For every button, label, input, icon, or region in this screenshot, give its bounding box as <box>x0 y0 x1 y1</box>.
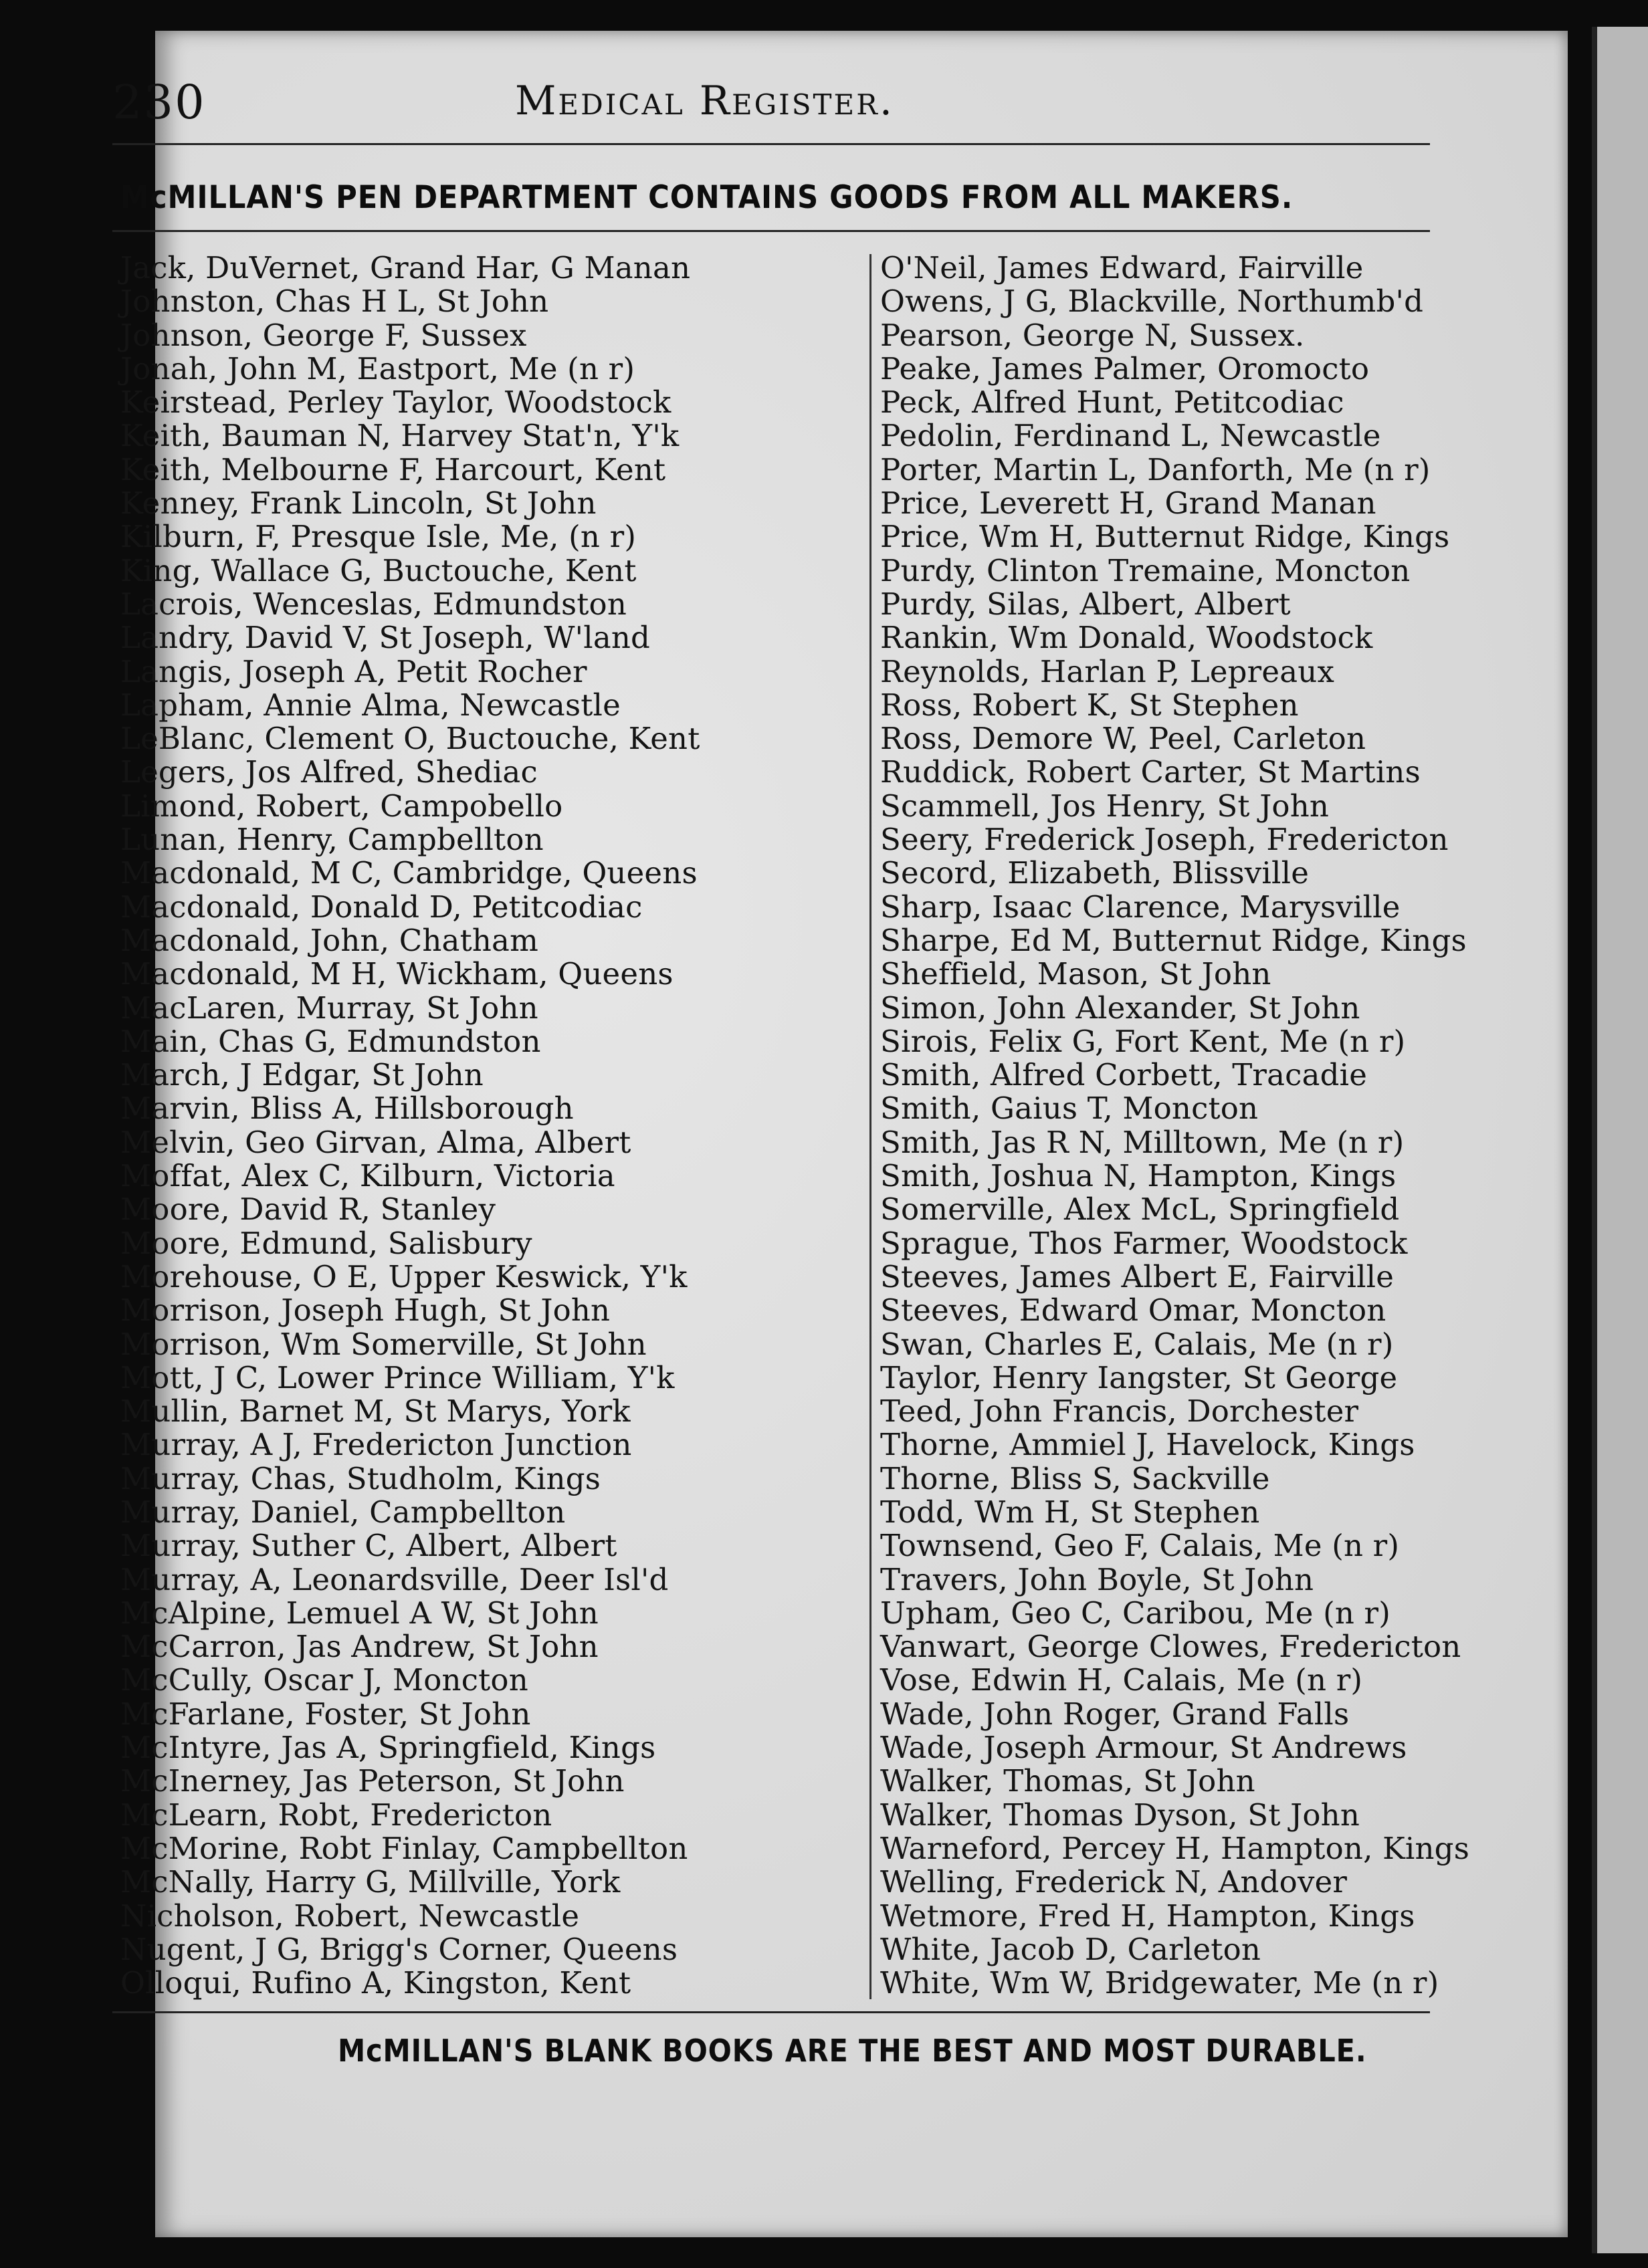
register-entry: Moore, Edmund, Salisbury <box>120 1225 532 1261</box>
register-entry: Macdonald, Donald D, Petitcodiac <box>120 889 643 925</box>
register-entry: Pedolin, Ferdinand L, Newcastle <box>880 418 1381 454</box>
register-entry: Todd, Wm H, St Stephen <box>880 1494 1260 1530</box>
register-entry: Mott, J C, Lower Prince William, Y'k <box>120 1359 675 1395</box>
register-entry: Keirstead, Perley Taylor, Woodstock <box>120 384 672 421</box>
register-entry: Johnston, Chas H L, St John <box>120 284 549 320</box>
register-entry: Kenney, Frank Lincoln, St John <box>120 485 597 522</box>
facing-page-edge <box>1592 27 1648 2253</box>
column-divider <box>869 254 871 1999</box>
bottom-advertisement: McMILLAN'S BLANK BOOKS ARE THE BEST AND MOST DURABLE. <box>338 2033 1367 2069</box>
register-entry: March, J Edgar, St John <box>120 1057 484 1093</box>
register-entry: Wade, Joseph Armour, St Andrews <box>880 1730 1407 1766</box>
register-entry: Johnson, George F, Sussex <box>120 317 527 353</box>
register-entry: Morehouse, O E, Upper Keswick, Y'k <box>120 1258 688 1294</box>
register-entry: Ruddick, Robert Carter, St Martins <box>880 754 1421 790</box>
register-entry: Landry, David V, St Joseph, W'land <box>120 620 651 656</box>
register-entry: Price, Leverett H, Grand Manan <box>880 485 1376 522</box>
register-entry: Peck, Alfred Hunt, Petitcodiac <box>880 384 1344 421</box>
register-entry: Limond, Robert, Campobello <box>120 788 563 824</box>
register-entry: Thorne, Bliss S, Sackville <box>880 1460 1270 1496</box>
register-entry: Walker, Thomas, St John <box>880 1763 1255 1799</box>
register-entry: Smith, Alfred Corbett, Tracadie <box>880 1057 1368 1093</box>
register-entry: Price, Wm H, Butternut Ridge, Kings <box>880 519 1450 555</box>
register-entry: Peake, James Palmer, Oromocto <box>880 350 1370 386</box>
register-entry: Travers, John Boyle, St John <box>880 1561 1314 1597</box>
footer-rule <box>112 2011 1430 2013</box>
register-entry: Wetmore, Fred H, Hampton, Kings <box>880 1898 1415 1934</box>
register-entry: Walker, Thomas Dyson, St John <box>880 1797 1360 1833</box>
register-entry: Owens, J G, Blackville, Northumb'd <box>880 284 1424 320</box>
register-entry: McInerney, Jas Peterson, St John <box>120 1763 625 1799</box>
register-entry: Steeves, James Albert E, Fairville <box>880 1258 1395 1294</box>
register-entry: Vose, Edwin H, Calais, Me (n r) <box>880 1662 1363 1698</box>
advertisement-rule <box>112 230 1430 232</box>
register-entry: Lacrois, Wenceslas, Edmundston <box>120 586 627 622</box>
register-entry: McCarron, Jas Andrew, St John <box>120 1629 599 1665</box>
register-entry: Vanwart, George Clowes, Fredericton <box>880 1629 1461 1665</box>
register-entry: Kilburn, F, Presque Isle, Me, (n r) <box>120 519 637 555</box>
register-entry: Moffat, Alex C, Kilburn, Victoria <box>120 1158 615 1194</box>
register-entry: Pearson, George N, Sussex. <box>880 317 1305 353</box>
register-entry: Scammell, Jos Henry, St John <box>880 788 1330 824</box>
register-entry: Sirois, Felix G, Fort Kent, Me (n r) <box>880 1023 1406 1059</box>
register-entry: Melvin, Geo Girvan, Alma, Albert <box>120 1124 631 1160</box>
register-entry: McAlpine, Lemuel A W, St John <box>120 1595 599 1631</box>
header-rule <box>112 143 1430 145</box>
register-entry: Lunan, Henry, Campbellton <box>120 822 544 858</box>
register-entry: Morrison, Wm Somerville, St John <box>120 1326 647 1362</box>
register-entry: Keith, Bauman N, Harvey Stat'n, Y'k <box>120 418 680 454</box>
register-entry: Somerville, Alex McL, Springfield <box>880 1192 1400 1228</box>
register-entry: McCully, Oscar J, Moncton <box>120 1662 528 1698</box>
register-entry: Warneford, Percey H, Hampton, Kings <box>880 1830 1469 1866</box>
register-entry: Upham, Geo C, Caribou, Me (n r) <box>880 1595 1391 1631</box>
register-entry: Keith, Melbourne F, Harcourt, Kent <box>120 451 666 487</box>
register-entry: Seery, Frederick Joseph, Fredericton <box>880 822 1449 858</box>
register-entry: MacLaren, Murray, St John <box>120 990 538 1026</box>
register-entry: King, Wallace G, Buctouche, Kent <box>120 552 637 588</box>
register-entry: Rankin, Wm Donald, Woodstock <box>880 620 1373 656</box>
top-advertisement: McMILLAN'S PEN DEPARTMENT CONTAINS GOODS FROM ALL MAKERS. <box>120 179 1294 216</box>
register-entry: Sheffield, Mason, St John <box>880 956 1271 992</box>
register-entry: McNally, Harry G, Millville, York <box>120 1864 621 1900</box>
register-entry: Purdy, Clinton Tremaine, Moncton <box>880 552 1411 588</box>
register-entry: Lapham, Annie Alma, Newcastle <box>120 687 621 723</box>
register-entry: McIntyre, Jas A, Springfield, Kings <box>120 1730 656 1766</box>
register-entry: Simon, John Alexander, St John <box>880 990 1360 1026</box>
register-entry: Murray, A J, Fredericton Junction <box>120 1427 632 1463</box>
register-entry: Smith, Gaius T, Moncton <box>880 1091 1259 1127</box>
register-entry: Welling, Frederick N, Andover <box>880 1864 1348 1900</box>
register-entry: Thorne, Ammiel J, Havelock, Kings <box>880 1427 1415 1463</box>
register-entry: Langis, Joseph A, Petit Rocher <box>120 653 587 689</box>
register-entry: White, Jacob D, Carleton <box>880 1931 1261 1967</box>
register-entry: Teed, John Francis, Dorchester <box>880 1393 1359 1430</box>
right-column <box>880 251 1549 2000</box>
register-entry: Ross, Demore W, Peel, Carleton <box>880 721 1366 757</box>
register-entry: Murray, A, Leonardsville, Deer Isl'd <box>120 1561 669 1597</box>
page-number: 230 <box>112 75 206 130</box>
left-column <box>120 251 843 2000</box>
register-entry: Main, Chas G, Edmundston <box>120 1023 541 1059</box>
register-entry: McMorine, Robt Finlay, Campbellton <box>120 1830 688 1866</box>
register-entry: LeBlanc, Clement O, Buctouche, Kent <box>120 721 700 757</box>
register-entry: Sharp, Isaac Clarence, Marysville <box>880 889 1401 925</box>
register-entry: Purdy, Silas, Albert, Albert <box>880 586 1291 622</box>
register-entry: Sharpe, Ed M, Butternut Ridge, Kings <box>880 922 1467 958</box>
register-entry: Secord, Elizabeth, Blissville <box>880 855 1310 891</box>
register-entry: Macdonald, M C, Cambridge, Queens <box>120 855 698 891</box>
running-title: Medical Register. <box>515 78 894 124</box>
register-entry: Wade, John Roger, Grand Falls <box>880 1696 1350 1732</box>
register-entry: Olloqui, Rufino A, Kingston, Kent <box>120 1965 631 2001</box>
register-entry: Sprague, Thos Farmer, Woodstock <box>880 1225 1408 1261</box>
register-entry: Smith, Jas R N, Milltown, Me (n r) <box>880 1124 1405 1160</box>
register-entry: Ross, Robert K, St Stephen <box>880 687 1299 723</box>
register-entry: Macdonald, John, Chatham <box>120 922 538 958</box>
register-entry: Moore, David R, Stanley <box>120 1192 496 1228</box>
register-entry: Taylor, Henry Iangster, St George <box>880 1359 1398 1395</box>
register-entry: Porter, Martin L, Danforth, Me (n r) <box>880 451 1431 487</box>
register-entry: Steeves, Edward Omar, Moncton <box>880 1292 1386 1329</box>
register-entry: White, Wm W, Bridgewater, Me (n r) <box>880 1965 1439 2001</box>
register-entry: Jack, DuVernet, Grand Har, G Manan <box>120 250 691 286</box>
register-entry: Nugent, J G, Brigg's Corner, Queens <box>120 1931 678 1967</box>
register-entry: Jonah, John M, Eastport, Me (n r) <box>120 350 635 386</box>
register-entry: Swan, Charles E, Calais, Me (n r) <box>880 1326 1394 1362</box>
register-entry: Smith, Joshua N, Hampton, Kings <box>880 1158 1397 1194</box>
register-entry: Morrison, Joseph Hugh, St John <box>120 1292 611 1329</box>
register-entry: Marvin, Bliss A, Hillsborough <box>120 1091 574 1127</box>
register-entry: O'Neil, James Edward, Fairville <box>880 250 1364 286</box>
register-entry: Nicholson, Robert, Newcastle <box>120 1898 580 1934</box>
register-entry: McFarlane, Foster, St John <box>120 1696 531 1732</box>
register-entry: Townsend, Geo F, Calais, Me (n r) <box>880 1528 1400 1564</box>
register-entry: Murray, Suther C, Albert, Albert <box>120 1528 617 1564</box>
register-entry: McLearn, Robt, Fredericton <box>120 1797 552 1833</box>
register-entry: Murray, Chas, Studholm, Kings <box>120 1460 601 1496</box>
register-entry: Legers, Jos Alfred, Shediac <box>120 754 538 790</box>
register-entry: Murray, Daniel, Campbellton <box>120 1494 566 1530</box>
register-entry: Reynolds, Harlan P, Lepreaux <box>880 653 1335 689</box>
register-entry: Macdonald, M H, Wickham, Queens <box>120 956 674 992</box>
register-entry: Mullin, Barnet M, St Marys, York <box>120 1393 631 1430</box>
